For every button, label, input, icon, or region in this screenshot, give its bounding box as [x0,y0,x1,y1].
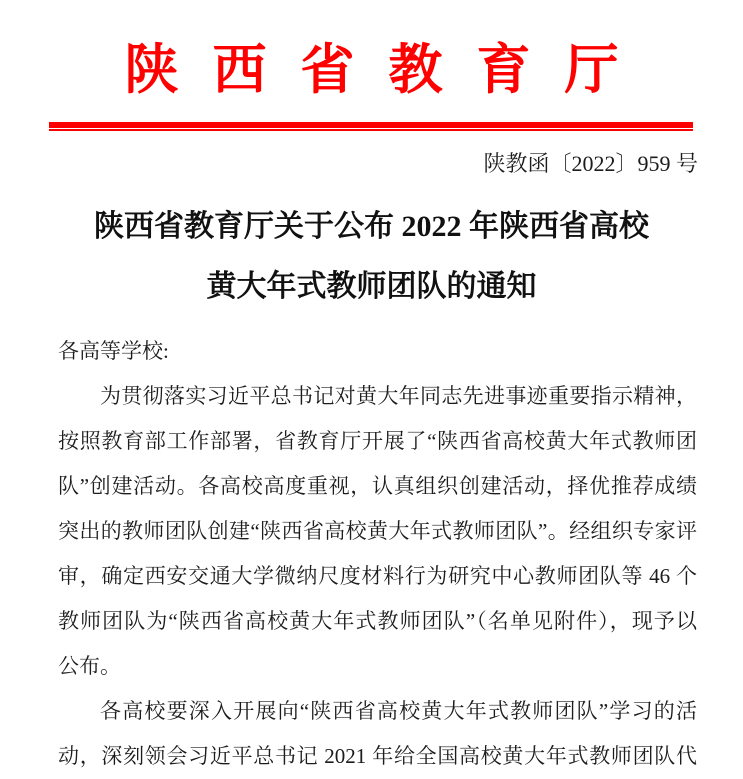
body-line: 教师团队为“陕西省高校黄大年式教师团队”（名单见附件），现予以 [58,609,697,633]
salutation: 各高等学校: [58,339,169,363]
agency-letterhead-title: 陕西省教育厅 [124,40,653,100]
body-line: 公布。 [58,654,121,678]
notice-title [0,197,743,317]
body-line: 为贯彻落实习近平总书记对黄大年同志先进事迹重要指示精神， [100,384,697,408]
notice-title-line-1: 陕西省教育厅关于公布 2022 年陕西省高校 [94,210,649,243]
body-line: 队”创建活动。各高校高度重视，认真组织创建活动，择优推荐成绩 [58,474,697,498]
document-reference-number: 陕教函〔2022〕959 号 [483,151,698,176]
body-line: 突出的教师团队创建“陕西省高校黄大年式教师团队”。经组织专家评 [58,519,697,543]
notice-title-line-2: 黄大年式教师团队的通知 [206,270,537,303]
body-line: 审，确定西安交通大学微纳尺度材料行为研究中心教师团队等 46 个 [58,564,697,588]
body-line: 动，深刻领会习近平总书记 2021 年给全国高校黄大年式教师团队代 [58,744,697,768]
body-line: 按照教育部工作部署，省教育厅开展了“陕西省高校黄大年式教师团 [58,429,697,453]
body-line: 各高校要深入开展向“陕西省高校黄大年式教师团队”学习的活 [100,699,697,723]
red-separator-line [49,122,693,131]
